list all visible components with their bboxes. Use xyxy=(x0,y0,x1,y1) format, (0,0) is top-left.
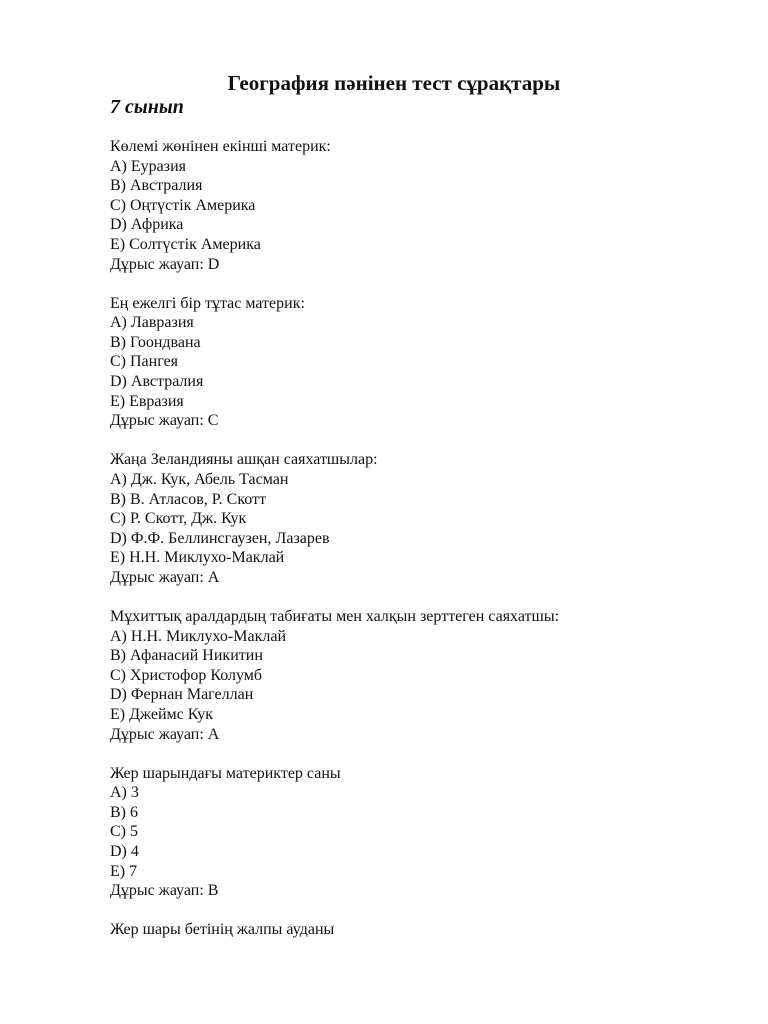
correct-answer xyxy=(110,725,750,745)
answer-option: В) В. Атласов, Р. Скотт xyxy=(110,490,267,508)
answer-option: В) Гоондвана xyxy=(110,333,201,351)
question-text: Ең ежелгі бір тұтас материк: xyxy=(110,294,305,312)
correct-answer-label: Дұрыс жауап: xyxy=(110,568,204,586)
answer-option: В) 6 xyxy=(110,803,138,821)
correct-answer-value: С xyxy=(207,412,219,430)
answer-option: Е) 7 xyxy=(110,862,138,880)
question-block xyxy=(110,920,750,940)
answer-option: А) Дж. Кук, Абель Тасман xyxy=(110,470,289,488)
answer-option: Е) Евразия xyxy=(110,392,184,410)
answer-option: В) Австралия xyxy=(110,177,203,195)
answer-option: D) Фернан Магеллан xyxy=(110,686,254,704)
correct-answer xyxy=(110,255,750,275)
correct-answer-label: Дұрыс жауап: xyxy=(110,412,204,430)
answer-option: D) Ф.Ф. Беллинсгаузен, Лазарев xyxy=(110,529,330,547)
answer-option: С) 5 xyxy=(110,823,138,841)
question-block xyxy=(110,764,750,901)
answer-option: D) Австралия xyxy=(110,373,204,391)
correct-answer-value: А xyxy=(207,568,220,586)
correct-answer xyxy=(110,411,750,431)
answer-option: D) Африка xyxy=(110,216,184,234)
answer-option: Е) Н.Н. Миклухо-Маклай xyxy=(110,549,285,567)
question-text: Көлемі жөнінен екінші материк: xyxy=(110,138,331,155)
answer-option: С) Р. Скотт, Дж. Кук xyxy=(110,510,247,528)
question-block xyxy=(110,607,750,744)
answer-option: А) Еуразия xyxy=(110,157,186,175)
correct-answer-value: А xyxy=(207,725,220,743)
answer-option: С) Пангея xyxy=(110,353,179,371)
answer-option: D) 4 xyxy=(110,843,139,860)
answer-option: А) Лавразия xyxy=(110,314,194,332)
answer-option: В) Афанасий Никитин xyxy=(110,647,263,665)
answer-option: Е) Солтүстік Америка xyxy=(110,235,261,253)
correct-answer-value: В xyxy=(207,882,219,900)
question-text: Жер шарындағы материктер саны xyxy=(110,764,341,782)
answer-option: Е) Джеймс Кук xyxy=(110,705,213,723)
answer-option: А) Н.Н. Миклухо-Маклай xyxy=(110,627,287,645)
question-block xyxy=(110,137,750,274)
question-block xyxy=(110,450,750,587)
correct-answer xyxy=(110,881,750,901)
question-block xyxy=(110,294,750,431)
correct-answer-label: Дұрыс жауап: xyxy=(110,725,204,743)
question-text: Жер шары бетінің жалпы ауданы xyxy=(110,921,335,939)
answer-option: А) 3 xyxy=(110,784,139,802)
correct-answer-value: D xyxy=(207,255,220,273)
correct-answer-label: Дұрыс жауап: xyxy=(110,255,204,273)
answer-option: С) Христофор Колумб xyxy=(110,666,263,684)
correct-answer-label: Дұрыс жауап: xyxy=(110,882,204,900)
question-list xyxy=(110,137,750,959)
question-text: Жаңа Зеландияны ашқан саяхатшылар: xyxy=(110,451,378,469)
grade-subtitle: 7 сынып xyxy=(110,96,184,118)
question-text: Мұхиттық аралдардың табиғаты мен халқын зерттеген саяхатшы: xyxy=(110,607,560,625)
answer-option: С) Оңтүстік Америка xyxy=(110,196,256,214)
correct-answer xyxy=(110,568,750,588)
page-title: География пәнінен тест сұрақтары xyxy=(227,71,561,95)
